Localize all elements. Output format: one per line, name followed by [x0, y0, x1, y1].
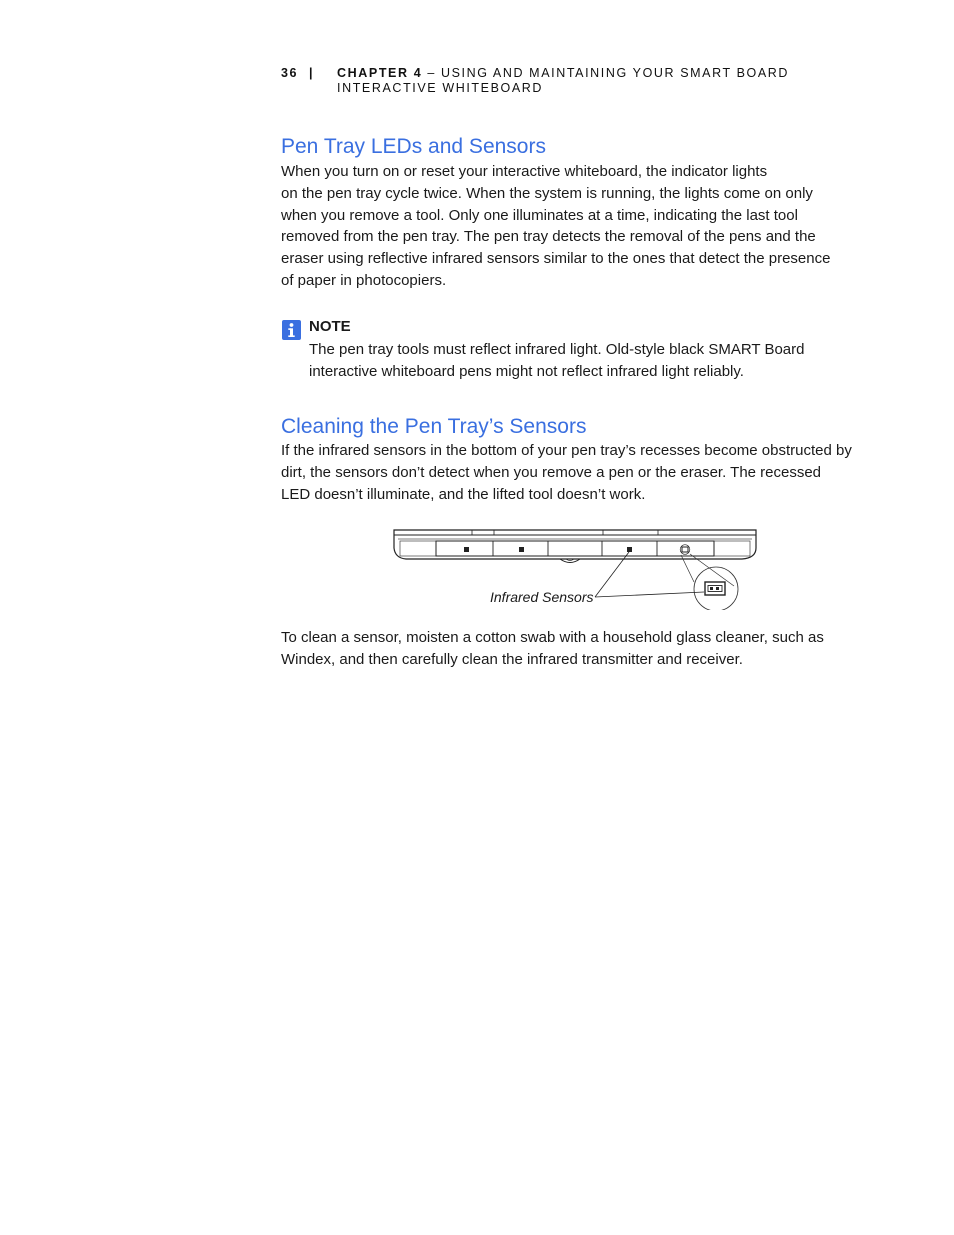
- body-line: If the infrared sensors in the bottom of your pen tray’s recesses become obstructed by: [281, 442, 852, 459]
- body-line: When you turn on or reset your interactive whiteboard, the indicator lights: [281, 163, 768, 180]
- section-heading-pen-tray-leds: Pen Tray LEDs and Sensors: [281, 135, 546, 158]
- header-separator: |: [309, 66, 315, 80]
- body-line: on the pen tray cycle twice. When the system is running, the lights come on only: [281, 184, 813, 202]
- note-line: interactive whiteboard pens might not reflect infrared light reliably.: [309, 362, 744, 380]
- body-line: Windex, and then carefully clean the infrared transmitter and receiver.: [281, 650, 743, 668]
- note-title: NOTE: [309, 318, 351, 335]
- section-body-cleaning-sensors: [281, 440, 871, 505]
- body-line: eraser using reflective infrared sensors similar to the ones that detect the presence: [281, 250, 831, 268]
- chapter-label: CHAPTER 4: [337, 66, 423, 80]
- body-line: of paper in photocopiers.: [281, 271, 447, 289]
- body-line: dirt, the sensors don’t detect when you remove a pen or the eraser. The recessed: [281, 463, 822, 481]
- cleaning-instructions: [281, 627, 871, 671]
- note-line: The pen tray tools must reflect infrared light. Old-style black SMART Board: [309, 341, 805, 358]
- infrared-sensors-label: Infrared Sensors: [490, 589, 594, 605]
- page-number: 36: [281, 66, 299, 80]
- chapter-title: [337, 66, 882, 96]
- section-body-pen-tray-leds: [281, 161, 871, 292]
- info-icon: [282, 320, 301, 340]
- body-line: LED doesn’t illuminate, and the lifted tool doesn’t work.: [281, 485, 646, 503]
- body-line: To clean a sensor, moisten a cotton swab with a household glass cleaner, such as: [281, 629, 824, 646]
- body-line: when you remove a tool. Only one illuminates at a time, indicating the last tool: [281, 206, 798, 224]
- body-line: removed from the pen tray. The pen tray detects the removal of the pens and the: [281, 228, 816, 246]
- note-body: [309, 339, 869, 383]
- chapter-title-text: – USING AND MAINTAINING YOUR SMART BOARD INTERACTIVE WHITEBOARD: [337, 66, 790, 95]
- section-heading-cleaning-sensors: Cleaning the Pen Tray’s Sensors: [281, 415, 587, 438]
